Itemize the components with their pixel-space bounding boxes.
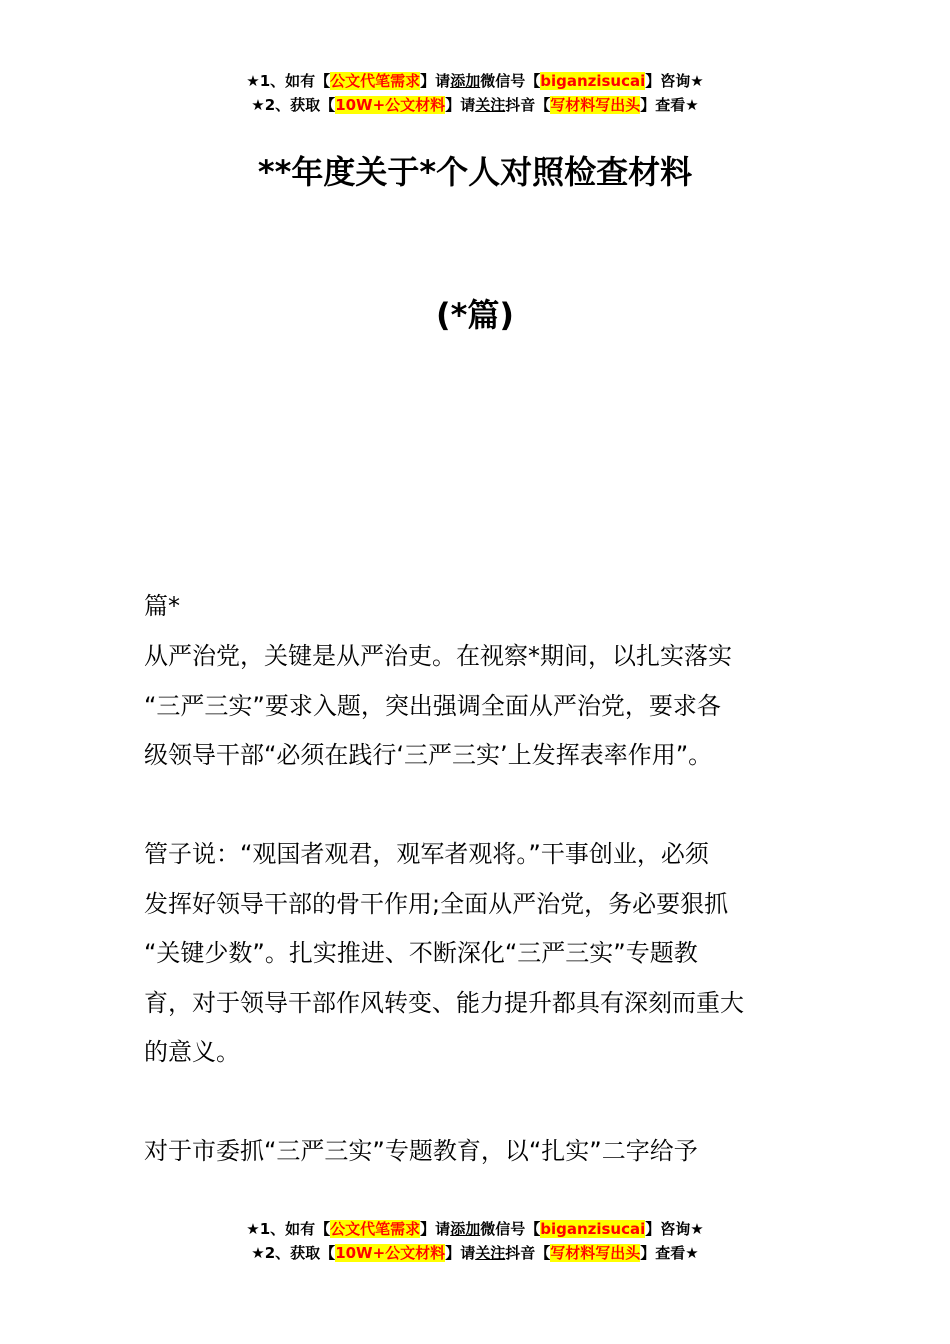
underlined-text: 添加: [450, 72, 481, 90]
underlined-text: 关注: [475, 1244, 506, 1262]
banner-text: ★1、如有【: [246, 72, 331, 90]
banner-text: 微信号【: [480, 72, 541, 90]
underlined-text: 添加: [450, 1220, 481, 1238]
banner-text: ★2、获取【: [251, 1244, 336, 1262]
document-subtitle: (*篇): [436, 296, 514, 334]
paragraph-line: 育，对于领导干部作风转变、能力提升都具有深刻而重大: [144, 988, 744, 1017]
banner-text: 】查看★: [640, 96, 699, 114]
banner-text: 】请: [420, 1220, 451, 1238]
banner-text: 】请: [445, 96, 476, 114]
highlight-douyin-account: 写材料写出头: [550, 96, 641, 114]
banner-line-2: [0, 93, 950, 117]
paragraph-line: “三严三实”要求入题，突出强调全面从严治党，要求各: [144, 691, 721, 720]
banner-text: 】咨询★: [645, 72, 704, 90]
banner-line-2: [0, 1241, 950, 1265]
banner-text: 】请: [445, 1244, 476, 1262]
footer-banner: [0, 1217, 950, 1265]
highlight-service: 公文代笔需求: [330, 72, 421, 90]
banner-text: 】查看★: [640, 1244, 699, 1262]
paragraph: [144, 632, 814, 781]
banner-text: ★1、如有【: [246, 1220, 331, 1238]
underlined-text: 关注: [475, 96, 506, 114]
paragraph-line: “关键少数”。扎实推进、不断深化“三严三实”专题教: [144, 939, 698, 967]
paragraph-line: 对于市委抓“三严三实”专题教育，以“扎实”二字给予: [144, 1137, 698, 1165]
banner-text: 抖音【: [505, 1244, 551, 1262]
paragraph: [144, 1127, 814, 1177]
banner-text: 抖音【: [505, 96, 551, 114]
highlight-materials: 10W+公文材料: [335, 1244, 446, 1262]
paragraph: [144, 830, 814, 1078]
banner-text: ★2、获取【: [251, 96, 336, 114]
section-label: 篇*: [144, 592, 180, 620]
header-banner: [0, 69, 950, 117]
banner-text: 】请: [420, 72, 451, 90]
highlight-douyin-account: 写材料写出头: [550, 1244, 641, 1262]
banner-line-1: [0, 69, 950, 93]
paragraph-line: 发挥好领导干部的骨干作用;全面从严治党，务必要狠抓: [144, 889, 729, 918]
highlight-service: 公文代笔需求: [330, 1220, 421, 1238]
banner-text: 微信号【: [480, 1220, 541, 1238]
banner-text: 】咨询★: [645, 1220, 704, 1238]
paragraph-line: 从严治党，关键是从严治吏。在视察*期间，以扎实落实: [144, 642, 732, 670]
document-title: **年度关于*个人对照检查材料: [257, 153, 693, 191]
highlight-wechat-id: biganzisucai: [540, 72, 646, 90]
highlight-wechat-id: biganzisucai: [540, 1220, 646, 1238]
paragraph-line: 的意义。: [144, 1038, 240, 1066]
paragraph-line: 级领导干部“必须在践行‘三严三实’上发挥表率作用”。: [144, 741, 713, 769]
banner-line-1: [0, 1217, 950, 1241]
highlight-materials: 10W+公文材料: [335, 96, 446, 114]
paragraph-line: 管子说：“观国者观君，观军者观将。”干事创业，必须: [144, 840, 709, 868]
